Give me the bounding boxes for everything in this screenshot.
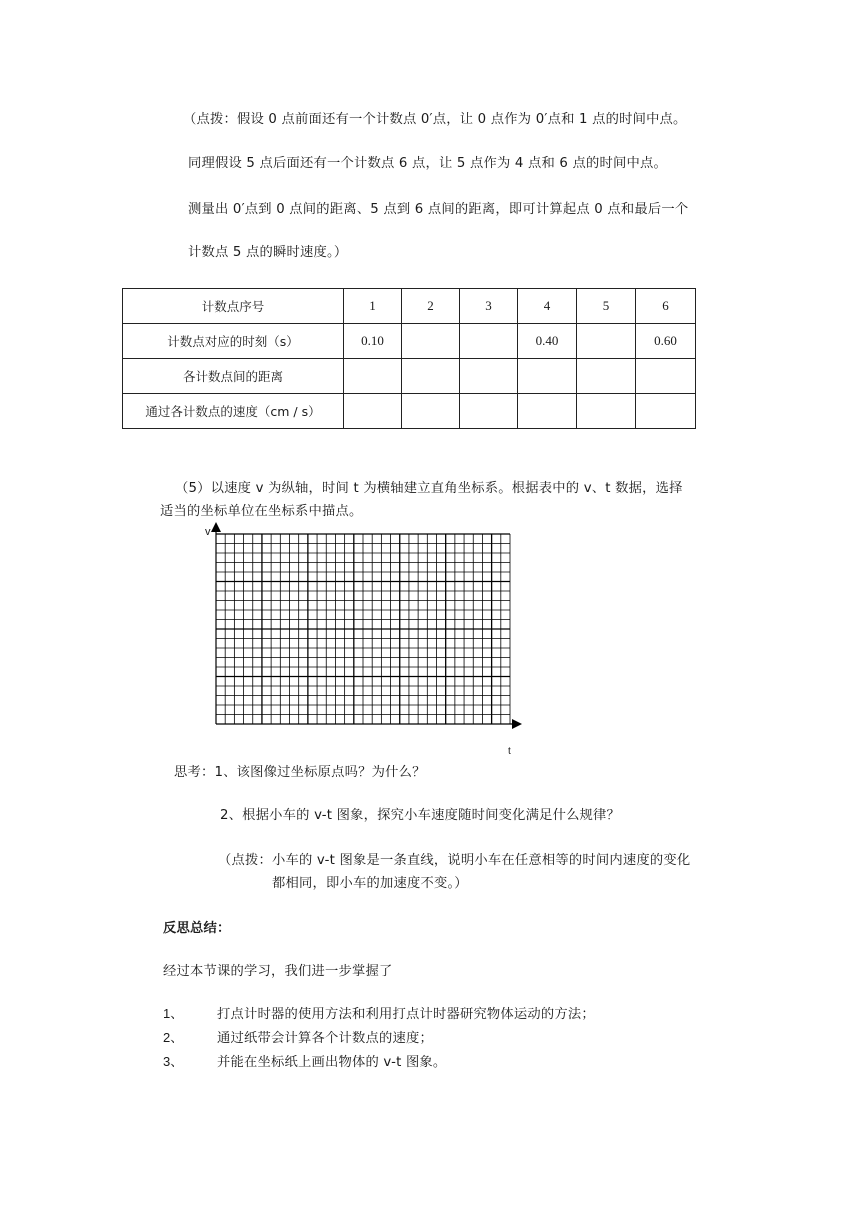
list-item-number: 3、 xyxy=(163,1054,184,1069)
t-axis-arrow-icon xyxy=(512,719,522,729)
table-cell xyxy=(460,394,518,429)
table-column-header: 1 xyxy=(344,289,402,324)
v-axis-label: v xyxy=(205,526,211,538)
list-item-number: 1、 xyxy=(163,1006,184,1021)
row-label: 各计数点间的距离 xyxy=(123,359,344,394)
vt-graph-grid xyxy=(200,520,530,735)
hint-line-4: 计数点 5 点的瞬时速度。） xyxy=(188,245,348,260)
table-cell xyxy=(518,359,577,394)
think-question-2: 2、根据小车的 v-t 图象，探究小车速度随时间变化满足什么规律？ xyxy=(220,808,621,823)
row-label: 计数点对应的时刻（s） xyxy=(123,324,344,359)
table-row xyxy=(123,359,696,394)
list-item-number: 2、 xyxy=(163,1030,184,1045)
table-header-row xyxy=(123,289,696,324)
table-cell xyxy=(577,394,636,429)
t-axis-label: t xyxy=(508,746,511,757)
table-cell xyxy=(460,359,518,394)
v-axis-arrow-icon xyxy=(211,522,221,532)
reflection-heading: 反思总结： xyxy=(163,921,231,936)
table-cell xyxy=(577,359,636,394)
table-cell xyxy=(636,359,696,394)
table-cell xyxy=(402,394,460,429)
table-column-header: 3 xyxy=(460,289,518,324)
table-cell: 0.10 xyxy=(344,324,402,359)
hint-line-2: 同理假设 5 点后面还有一个计数点 6 点，让 5 点作为 4 点和 6 点的时间中点。 xyxy=(188,156,667,171)
table-header-label: 计数点序号 xyxy=(123,289,344,324)
table-column-header: 2 xyxy=(402,289,460,324)
table-cell xyxy=(402,324,460,359)
count-point-table xyxy=(122,288,696,429)
table-cell xyxy=(636,394,696,429)
table-cell xyxy=(518,394,577,429)
table-cell xyxy=(577,324,636,359)
list-item-text: 打点计时器的使用方法和利用打点计时器研究物体运动的方法； xyxy=(217,1007,595,1022)
table-cell xyxy=(460,324,518,359)
table-cell xyxy=(344,394,402,429)
table-cell xyxy=(402,359,460,394)
think-hint-line-1: （点拨：小车的 v-t 图象是一条直线，说明小车在任意相等的时间内速度的变化 xyxy=(218,853,691,868)
reflection-intro: 经过本节课的学习，我们进一步掌握了 xyxy=(163,964,393,979)
hint-line-1: （点拨：假设 0 点前面还有一个计数点 0′点，让 0 点作为 0′点和 1 点的时间中点。 xyxy=(183,112,687,127)
task5-line-2: 适当的坐标单位在坐标系中描点。 xyxy=(160,504,363,519)
table-row xyxy=(123,394,696,429)
table-column-header: 6 xyxy=(636,289,696,324)
table-column-header: 5 xyxy=(577,289,636,324)
table-column-header: 4 xyxy=(518,289,577,324)
table-cell: 0.40 xyxy=(518,324,577,359)
task5-line-1: （5）以速度 v 为纵轴，时间 t 为横轴建立直角坐标系。根据表中的 v、t 数据，选择 xyxy=(175,481,683,496)
row-label: 通过各计数点的速度（cm / s） xyxy=(123,394,344,429)
list-item-text: 并能在坐标纸上画出物体的 v-t 图象。 xyxy=(217,1055,447,1070)
table-cell xyxy=(344,359,402,394)
hint-line-3: 测量出 0′点到 0 点间的距离、5 点到 6 点间的距离，即可计算起点 0 点和最后一个 xyxy=(188,202,689,217)
think-hint-line-2: 都相同，即小车的加速度不变。） xyxy=(272,876,468,891)
think-question-1: 思考：1、该图像过坐标原点吗？为什么？ xyxy=(174,765,426,780)
table-row xyxy=(123,324,696,359)
grid-lines xyxy=(216,534,510,724)
list-item-text: 通过纸带会计算各个计数点的速度； xyxy=(217,1031,433,1046)
table-cell: 0.60 xyxy=(636,324,696,359)
